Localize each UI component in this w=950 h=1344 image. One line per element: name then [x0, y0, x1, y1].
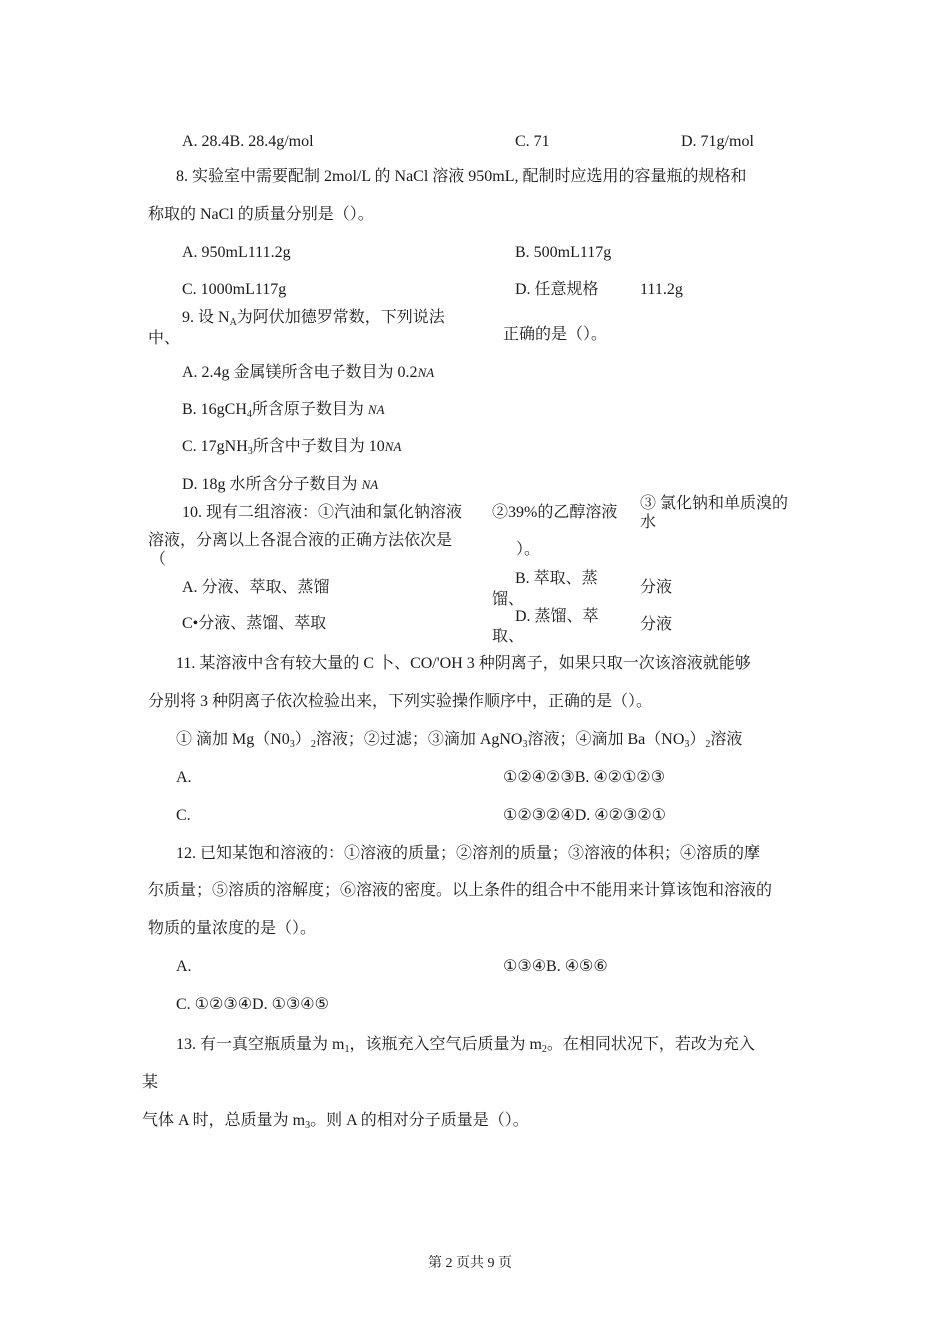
- q10-option-b-tail: 分液: [640, 579, 673, 596]
- q8-option-b: B. 500mL117g: [515, 244, 612, 261]
- q10-stem-left: 10. 现有二组溶液：①汽油和氯化钠溶液: [182, 504, 463, 521]
- q13-l3-sub: 3: [305, 1120, 311, 1131]
- q7-option-c: C. 71: [515, 133, 550, 150]
- q13-l1-mid: ，该瓶充入空气后质量为 m: [349, 1036, 542, 1053]
- q11-ops-mid2: 溶液；②过滤；③滴加 AgNO: [315, 731, 523, 748]
- q11-ops-sub2: 2: [310, 739, 316, 750]
- q13-l1-sub2: 2: [541, 1044, 547, 1055]
- q10-stem-right-line2: 水: [640, 514, 657, 531]
- q10-option-d-line1: D. 蒸馏、萃: [515, 608, 599, 625]
- q13-l1-sub1: 1: [344, 1044, 350, 1055]
- q9-stem-rest: 为阿伏加德罗常数，下列说法: [236, 309, 445, 326]
- q9-stem: [182, 310, 445, 328]
- q10-option-d-line2: [492, 628, 525, 645]
- na-symbol: NA: [384, 439, 402, 454]
- q11-option-c-value: ①②③②④D. ④②③②①: [503, 807, 666, 824]
- q13-stem-line2: 某: [142, 1074, 159, 1091]
- q11-ops-sub4: 3: [684, 739, 690, 750]
- q11-ops-sub3: 3: [522, 739, 528, 750]
- q9-option-b-sub: 4: [246, 409, 252, 420]
- page-footer: 第 2 页共 9 页: [428, 1256, 512, 1271]
- na-symbol: NA: [367, 402, 385, 417]
- q9-option-a-text: A. 2.4g 金属镁所含电子数目为 0.2: [182, 364, 418, 381]
- q10-option-b-line1: B. 萃取、蒸: [515, 570, 598, 587]
- q10-option-d-line2-text: 取、: [492, 628, 525, 645]
- q8-stem-line2: 称取的 NaCl 的质量分别是（）。: [148, 206, 374, 223]
- q13-l3-end: 。则 A 的相对分子质量是（）。: [310, 1112, 529, 1129]
- q12-option-a-value: ①③④B. ④⑤⑥: [503, 958, 608, 975]
- q13-l3-pre: 气体 A 时，总质量为 m: [142, 1112, 306, 1129]
- q10-option-a: A. 分液、萃取、蒸馏: [182, 579, 330, 596]
- q10-option-d-tail: 分液: [640, 616, 673, 633]
- q9-option-b-pre: B. 16gCH: [182, 401, 247, 418]
- q11-ops-mid1: ）: [294, 731, 311, 748]
- q11-ops-end: 溶液: [710, 731, 743, 748]
- q8-option-d: D. 任意规格: [515, 281, 599, 298]
- q13-stem-line3: [142, 1113, 529, 1131]
- q10-stem-right-line1: ③ 氯化钠和单质溴的: [640, 495, 789, 512]
- q9-stem-sub: A: [229, 317, 237, 328]
- q12-option-a-label: A.: [176, 958, 192, 975]
- q12-stem-line1: 12. 已知某饱和溶液的：①溶液的质量；②溶剂的质量；③溶液的体积；④溶质的摩: [176, 845, 761, 862]
- q10-stem-mid: ②39%的乙醇溶液: [492, 504, 618, 521]
- q11-ops-pre: ① 滴加 Mg（N0: [176, 731, 290, 748]
- q13-l1-end: 。在相同状况下，若改为充入: [546, 1036, 755, 1053]
- q12-stem-line2: 尔质量；⑤溶质的溶解度；⑥溶液的密度。以上条件的组合中不能用来计算该饱和溶液的: [148, 882, 773, 899]
- q11-stem-line1: 11. 某溶液中含有较大量的 C 卜、CO/'OH 3 种阴离子，如果只取一次该溶液就能够: [176, 655, 751, 672]
- q11-operations: [176, 732, 742, 750]
- q8-option-a: A. 950mL111.2g: [182, 244, 291, 261]
- q8-option-c: C. 1000mL117g: [182, 281, 287, 298]
- q9-option-d-text: D. 18g 水所含分子数目为: [182, 476, 362, 493]
- q9-option-c: [182, 439, 401, 457]
- q9-stem-overflow: 中、: [148, 330, 181, 347]
- q10-stem-line2-left: 溶液，分离以上各混合液的正确方法依次是: [148, 532, 453, 549]
- q9-option-a: [182, 365, 434, 381]
- q11-option-a-value: ①②④②③B. ④②①②③: [503, 769, 666, 786]
- q12-option-cd: C. ①②③④D. ①③④⑤: [176, 996, 329, 1013]
- q9-stem-prefix: 9. 设 N: [182, 309, 230, 326]
- q10-option-c: C•分液、蒸馏、萃取: [182, 615, 327, 632]
- q13-stem-line1: [176, 1037, 755, 1055]
- q10-stem-line2-paren: （: [150, 551, 167, 568]
- q11-ops-sub1: 3: [289, 739, 295, 750]
- q11-option-c-label: C.: [176, 807, 191, 824]
- q11-ops-sub5: 2: [705, 739, 711, 750]
- q8-stem-line1: 8. 实验室中需要配制 2mol/L 的 NaCl 溶液 950mL, 配制时应选用的容量瓶的规格和: [176, 168, 747, 185]
- q7-option-d: D. 71g/mol: [681, 133, 754, 150]
- q11-option-a-label: A.: [176, 769, 192, 786]
- q9-option-b-post: 所含原子数目为: [251, 401, 368, 418]
- q9-option-c-pre: C. 17gNH: [182, 438, 248, 455]
- q12-stem-line3: 物质的量浓度的是（）。: [148, 920, 317, 937]
- q11-stem-line2: 分别将 3 种阴离子依次检验出来，下列实验操作顺序中，正确的是（）。: [148, 693, 653, 710]
- q9-option-b: [182, 402, 385, 420]
- q7-option-a: A. 28.4B. 28.4g/mol: [182, 133, 314, 150]
- na-symbol: NA: [417, 365, 435, 380]
- na-symbol: NA: [361, 477, 379, 492]
- q9-option-c-sub: 3: [247, 446, 253, 457]
- q10-option-b-line2: 馏、: [492, 591, 525, 608]
- q11-ops-mid4: ）: [689, 731, 706, 748]
- q9-stem-right: 正确的是（）。: [503, 326, 608, 343]
- q8-option-d-value: 111.2g: [640, 281, 683, 298]
- q9-option-c-post: 所含中子数目为 10: [252, 438, 385, 455]
- q13-l1-pre: 13. 有一真空瓶质量为 m: [176, 1036, 345, 1053]
- q9-option-d: [182, 477, 378, 493]
- q10-stem-line2-mid: ）。: [516, 541, 541, 558]
- q11-ops-mid3: 溶液；④滴加 Ba（NO: [527, 731, 685, 748]
